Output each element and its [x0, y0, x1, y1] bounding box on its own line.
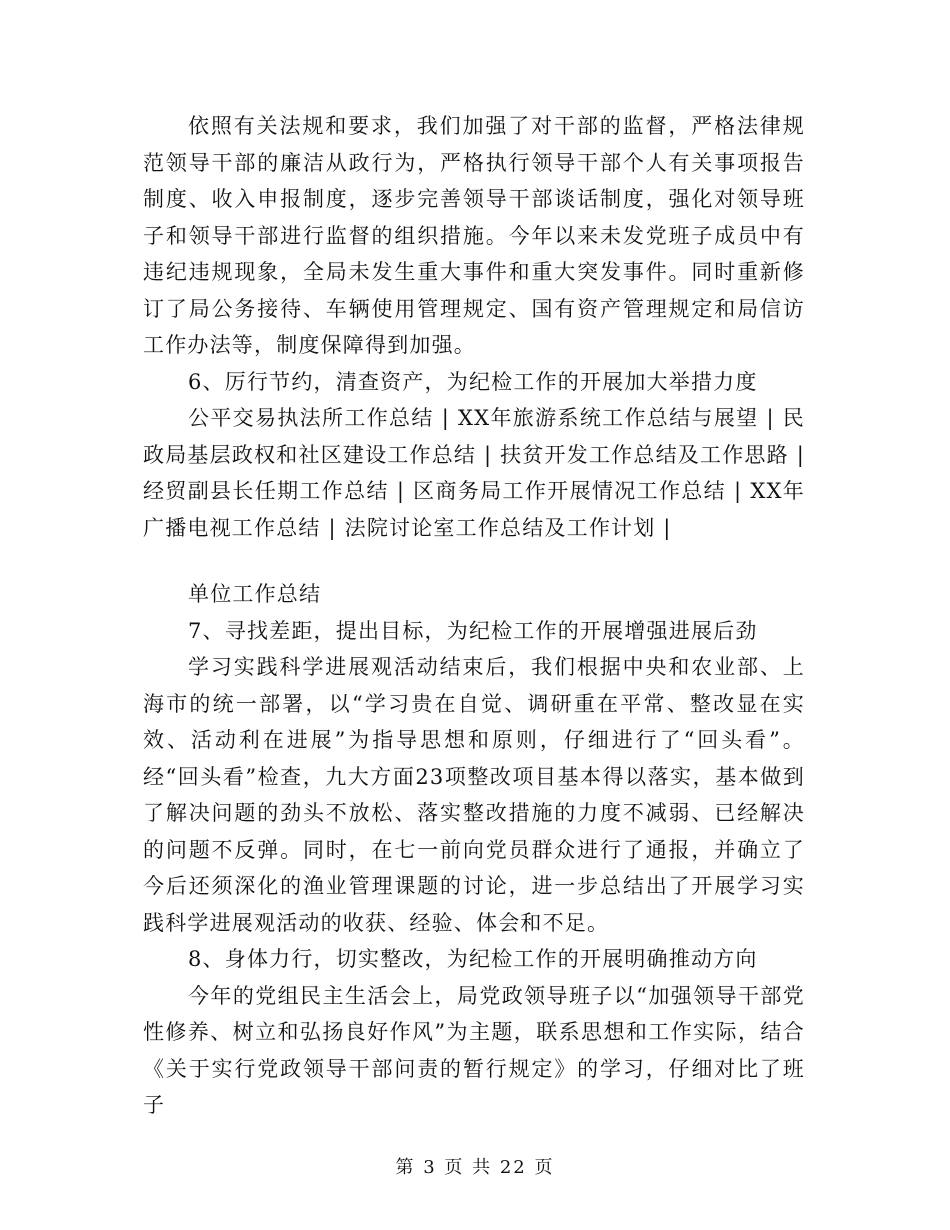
heading-item-7: 7、寻找差距，提出目标，为纪检工作的开展增强进展后劲 [188, 618, 758, 643]
heading-item-8: 8、身体力行，切实整改，为纪检工作的开展明确推动方向 [188, 947, 758, 971]
paragraph-supervision: 依照有关法规和要求，我们加强了对干部的监督，严格法律规范领导干部的廉洁从政行为，严格执行领导干部个人有关事项报告制度、收入申报制度，逐步完善领导干部谈话制度，强化对领导班子和领导干部进行监督的组织措施。今年以来未发党班子成员中有违纪违规现象，全局未发生重大事件和重大突发事件。同时重新修订了局公务接待、车辆使用管理规定、国有资产管理规定和局信访工作办法等，制度保障得到加强。 [143, 114, 805, 357]
section-label: 单位工作总结 [188, 582, 322, 606]
blank-line [143, 546, 805, 576]
page-number-footer: 第 3 页 共 22 页 [395, 1157, 555, 1178]
paragraph-democratic-meeting: 今年的党组民主生活会上，局党政领导班子以“加强领导干部党性修养、树立和弘扬良好作风”为主题，联系思想和工作实际，结合《关于实行党政领导干部问责的暂行规定》的学习，仔细对比了班子 [143, 983, 805, 1117]
paragraph-review: 学习实践科学进展观活动结束后，我们根据中央和农业部、上海市的统一部署，以“学习贵在自觉、调研重在平常、整改显在实效、活动利在进展”为指导思想和原则，仔细进行了“回头看”。经“回头看”检查，九大方面23项整改项目基本得以落实，基本做到了解决问题的劲头不放松、落实整改措施的力度不减弱、已经解决的问题不反弹。同时，在七一前向党员群众进行了通报，并确立了今后还须深化的渔业管理课题的讨论，进一步总结出了开展学习实践科学进展观活动的收获、经验、体会和不足。 [143, 655, 805, 935]
related-links-list[interactable]: 公平交易执法所工作总结 | XX年旅游系统工作总结与展望 | 民政局基层政权和社区建设工作总结 | 扶贫开发工作总结及工作思路 | 经贸副县长任期工作总结 | 区商务局工作开展情况工作总结 | XX年广播电视工作总结 | 法院讨论室工作总结及工作计划 | [143, 406, 805, 540]
heading-item-6: 6、厉行节约，清查资产，为纪检工作的开展加大举措力度 [188, 369, 758, 394]
document-body [143, 108, 805, 1124]
